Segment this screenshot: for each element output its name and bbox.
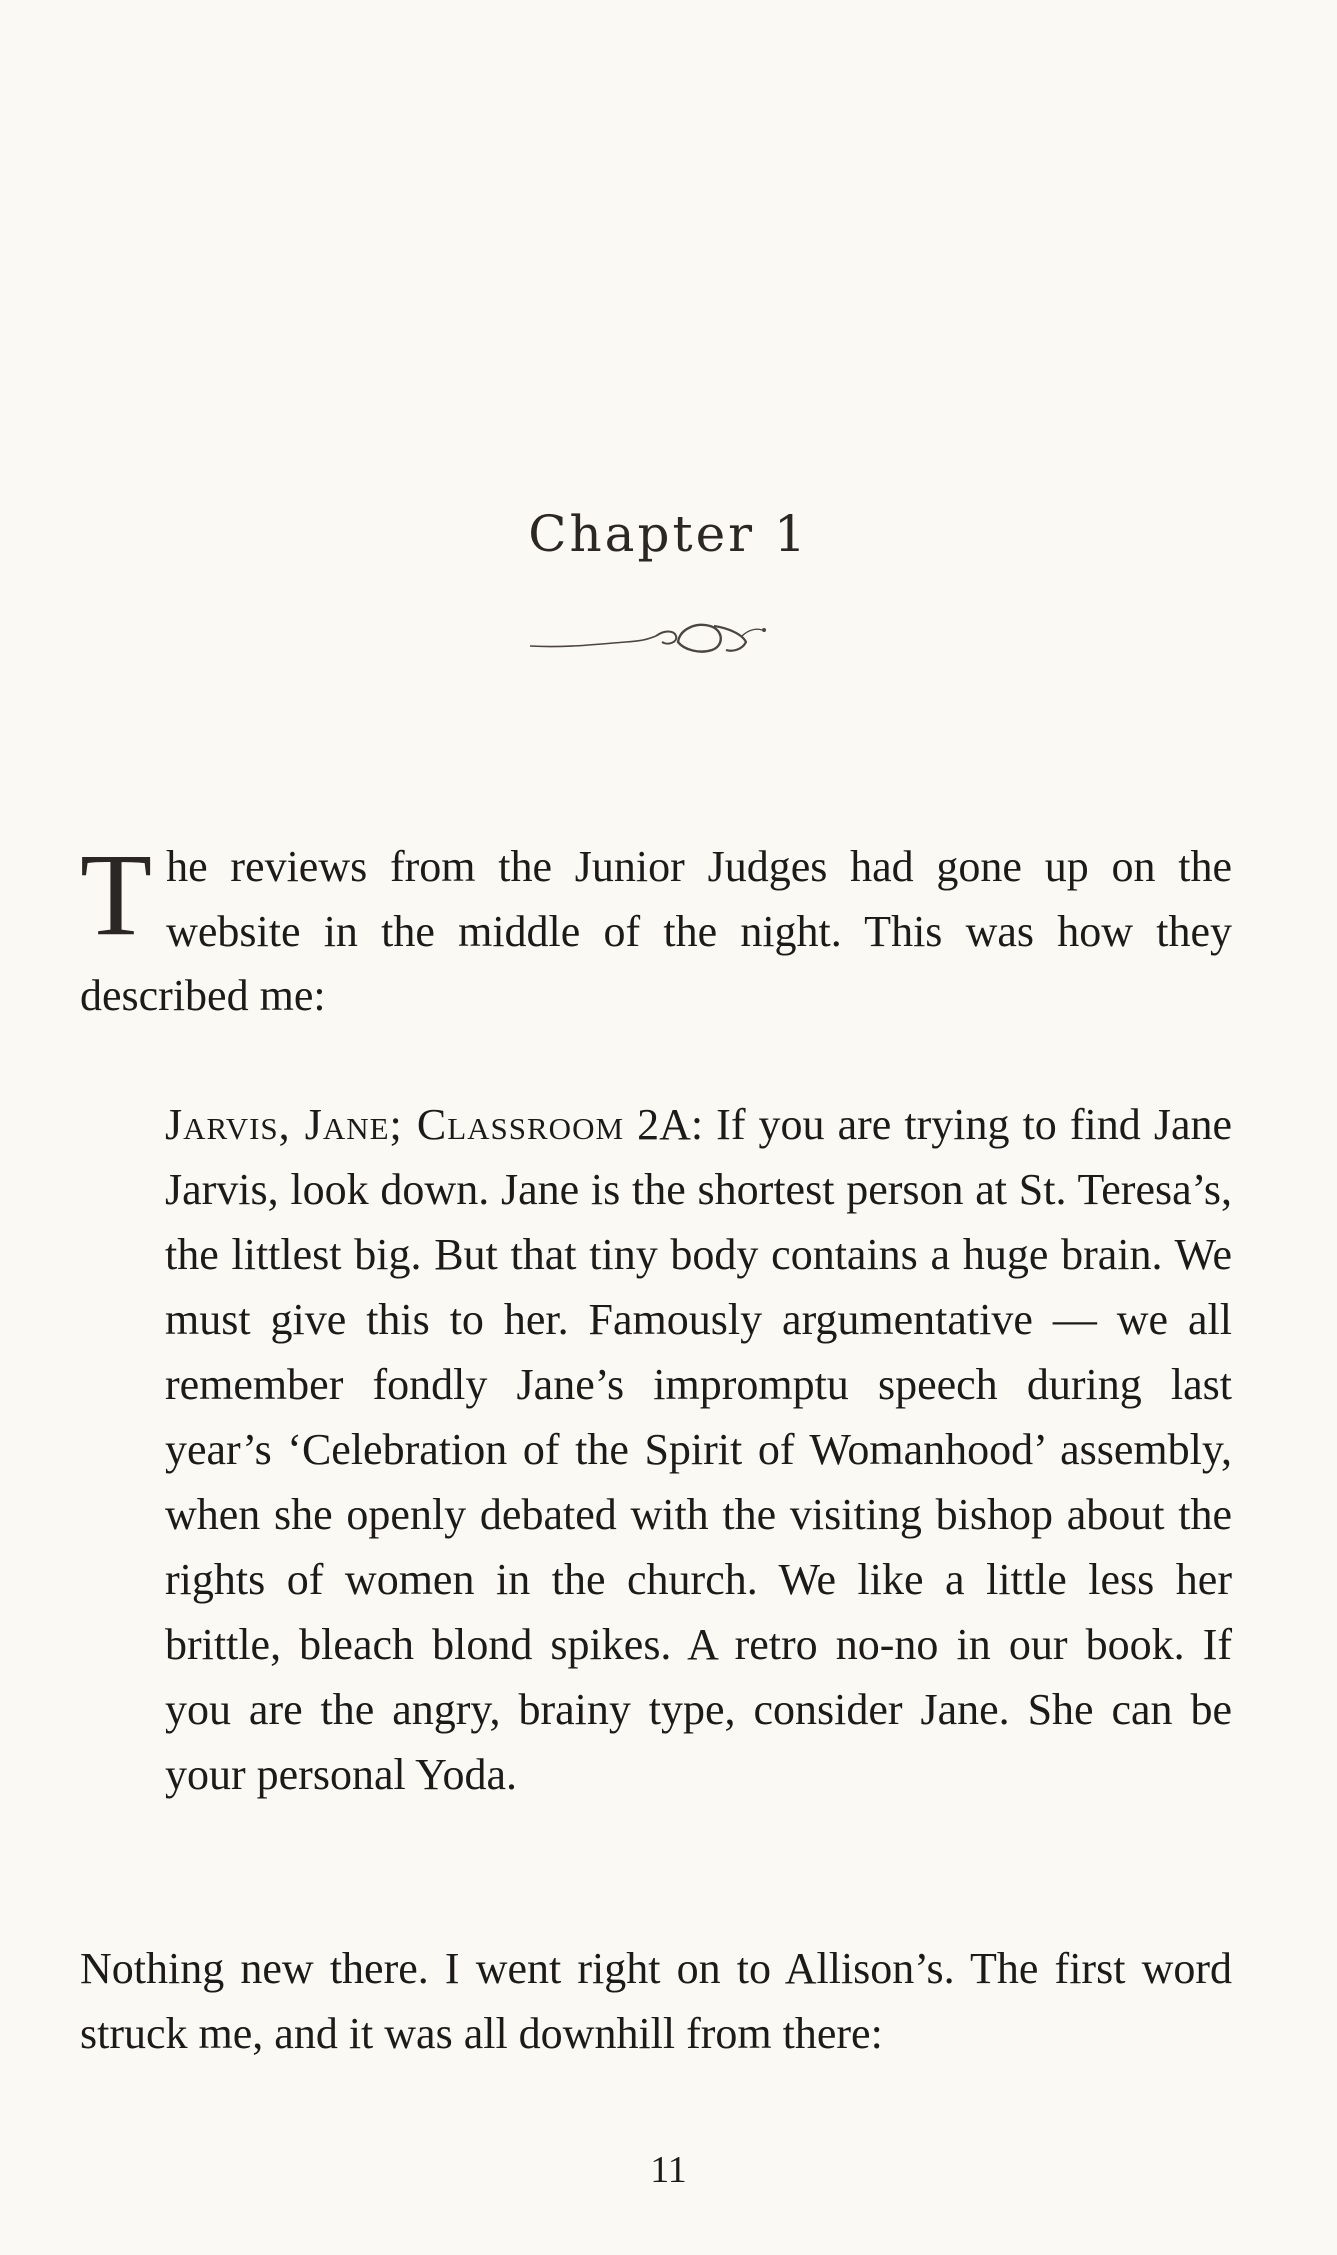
opening-paragraph-text: he reviews from the Junior Judges had gone up on the website in the middle of the night. This was how they described me:	[80, 842, 1232, 1020]
page-number: 11	[650, 2149, 687, 2191]
review-heading: Jarvis, Jane; Classroom	[165, 1100, 625, 1149]
review-text: If you are trying to find Jane Jarvis, look down. Jane is the shortest person at St. Teresa’s, the littlest big. But that tiny body contains a huge brain. We must give this to her. Famously argumentative — we all remember fondly Jane’s impromptu speech during last year’s ‘Celebration of the Spirit of Womanhood’ assembly, when she openly debated with the visiting bishop about the rights of women in the church. We like a little less her brittle, bleach blond spikes. A retro no-no in our book. If you are the angry, brainy type, consider Jane. She can be your personal Yoda.	[165, 1100, 1233, 1799]
review-heading-suffix: 2A:	[624, 1100, 704, 1149]
flourish-ornament-icon	[528, 612, 773, 664]
drop-cap: T	[80, 829, 153, 960]
opening-paragraph	[80, 829, 1232, 1029]
review-block-quote	[165, 1092, 1232, 1807]
closing-paragraph: Nothing new there. I went right on to Allison’s. The first word struck me, and it was all downhill from there:	[80, 1944, 1232, 2058]
chapter-title: Chapter 1	[528, 505, 809, 563]
